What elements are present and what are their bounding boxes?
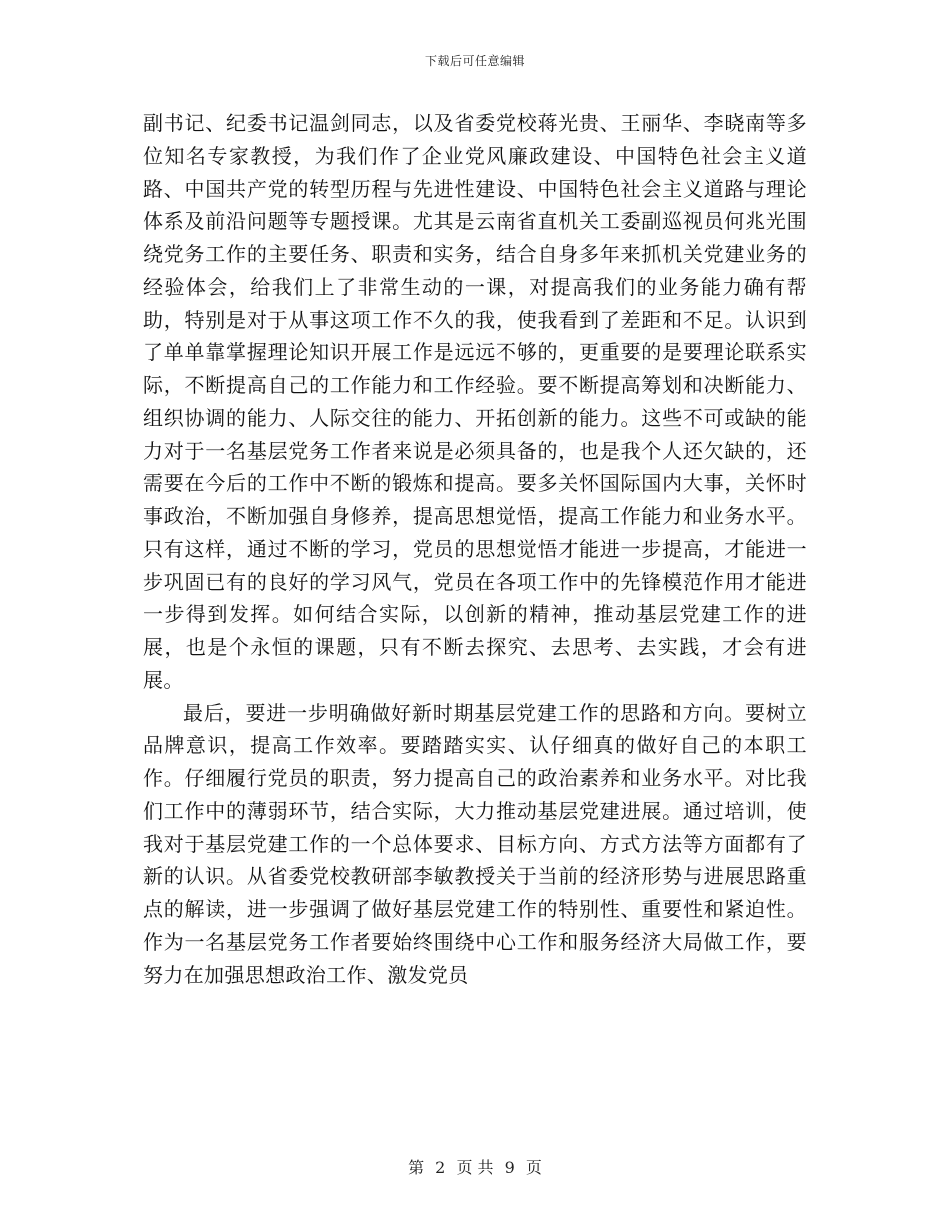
- paragraph-final: 最后，要进一步明确做好新时期基层党建工作的思路和方向。要树立品牌意识，提高工作效率。要踏踏实实、认仔细真的做好自己的本职工作。仔细履行党员的职责，努力提高自己的政治素养和业务水平。对比我们工作中的薄弱环节，结合实际，大力推动基层党建进展。通过培训，使我对于基层党建工作的一个总体要求、目标方向、方式方法等方面都有了新的认识。从省委党校教研部李敏教授关于当前的经济形势与进展思路重点的解读，进一步强调了做好基层党建工作的特别性、重要性和紧迫性。作为一名基层党务工作者要始终围绕中心工作和服务经济大局做工作，要努力在加强思想政治工作、激发党员: [143, 700, 807, 987]
- footer-prefix: 第: [408, 1158, 425, 1177]
- page-footer: [0, 1157, 950, 1179]
- footer-suffix: 页: [525, 1158, 542, 1177]
- document-body: [143, 107, 807, 991]
- paragraph-continued: 副书记、纪委书记温剑同志，以及省委党校蒋光贵、王丽华、李晓南等多位知名专家教授，为我们作了企业党风廉政建设、中国特色社会主义道路、中国共产党的转型历程与先进性建设、中国特色社会主义道路与理论体系及前沿问题等专题授课。尤其是云南省直机关工委副巡视员何兆光围绕党务工作的主要任务、职责和实务，结合自身多年来抓机关党建业务的经验体会，给我们上了非常生动的一课，对提高我们的业务能力确有帮助，特别是对于从事这项工作不久的我，使我看到了差距和不足。认识到了单单靠掌握理论知识开展工作是远远不够的，更重要的是要理论联系实际，不断提高自己的工作能力和工作经验。要不断提高筹划和决断能力、组织协调的能力、人际交往的能力、开拓创新的能力。这些不可或缺的能力对于一名基层党务工作者来说是必须具备的，也是我个人还欠缺的，还需要在今后的工作中不断的锻炼和提高。要多关怀国际国内大事，关怀时事政治，不断加强自身修养，提高思想觉悟，提高工作能力和业务水平。只有这样，通过不断的学习，党员的思想觉悟才能进一步提高，才能进一步巩固已有的良好的学习风气，党员在各项工作中的先锋模范作用才能进一步得到发挥。如何结合实际，以创新的精神，推动基层党建工作的进展，也是个永恒的课题，只有不断去探究、去思考、去实践，才会有进展。: [143, 111, 807, 692]
- footer-current-page: 2: [435, 1158, 446, 1177]
- footer-total-pages: 9: [504, 1158, 515, 1177]
- page-header-note: 下载后可任意编辑: [424, 54, 525, 68]
- footer-middle: 页 共: [456, 1158, 494, 1177]
